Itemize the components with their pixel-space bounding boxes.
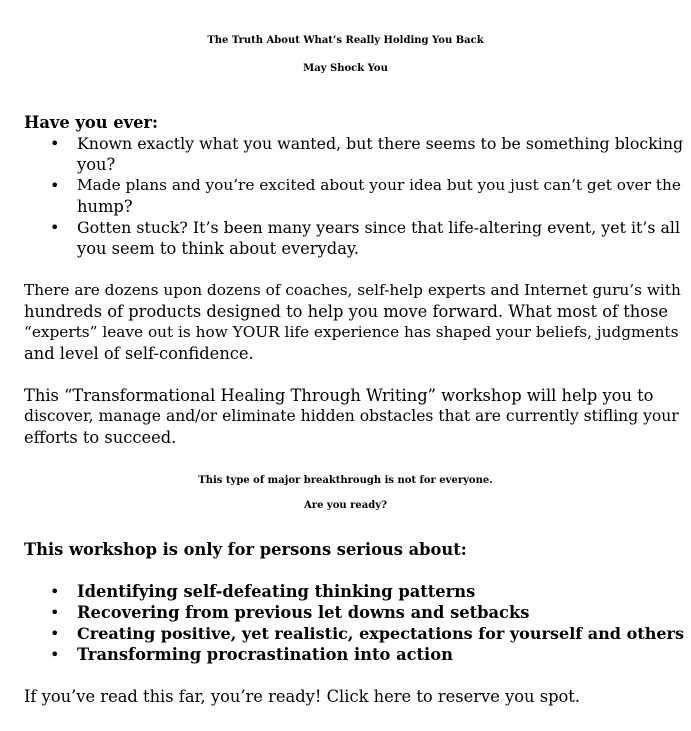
document-title-line2: May Shock You xyxy=(303,63,388,74)
para1-line3: “experts” leave out is how YOUR life experience has shaped your beliefs, judgments xyxy=(24,323,679,341)
bullet-icon: • xyxy=(50,603,60,622)
intro-bullet-2-line2: hump? xyxy=(77,197,133,216)
bullet-icon: • xyxy=(50,176,60,195)
para2-line3: efforts to succeed. xyxy=(24,428,177,447)
workshop-bullet-4: Transforming procrastination into action xyxy=(77,645,453,664)
workshop-bullet-3: Creating positive, yet realistic, expectations for yourself and others xyxy=(77,624,685,643)
para2-line2: discover, manage and/or eliminate hidden obstacles that are currently stifling your xyxy=(24,407,679,425)
intro-bullet-1-line1: Known exactly what you wanted, but there seems to be something blocking xyxy=(77,134,684,153)
bullet-icon: • xyxy=(50,582,60,601)
have-you-ever-heading: Have you ever: xyxy=(24,113,159,132)
workshop-bullet-1: Identifying self-defeating thinking patterns xyxy=(77,582,476,601)
bullet-icon: • xyxy=(50,218,60,237)
workshop-bullet-2: Recovering from previous let downs and setbacks xyxy=(77,603,530,622)
closing-call-to-action[interactable]: If you’ve read this far, you’re ready! Click here to reserve you spot. xyxy=(24,687,581,706)
bullet-icon: • xyxy=(50,645,60,664)
para2-line1: This “Transformational Healing Through Writing” workshop will help you to xyxy=(24,386,654,405)
para1-line4: and level of self-confidence. xyxy=(24,344,254,363)
bullet-icon: • xyxy=(50,134,60,153)
intro-bullet-2-line1: Made plans and you’re excited about your idea but you just can’t get over the xyxy=(77,176,681,194)
intro-bullet-1-line2: you? xyxy=(77,155,116,174)
breakthrough-heading-line2: Are you ready? xyxy=(304,500,387,511)
intro-bullet-3-line1: Gotten stuck? It’s been many years since that life-altering event, yet it’s all xyxy=(77,218,681,237)
para1-line2: hundreds of products designed to help you move forward. What most of those xyxy=(24,302,669,321)
bullet-icon: • xyxy=(50,624,60,643)
document-title-line1: The Truth About What’s Really Holding You Back xyxy=(207,35,484,46)
intro-bullet-3-line2: you seem to think about everyday. xyxy=(77,239,360,258)
para1-line1: There are dozens upon dozens of coaches, self-help experts and Internet guru’s with xyxy=(24,281,681,299)
breakthrough-heading-line1: This type of major breakthrough is not for everyone. xyxy=(198,475,493,486)
workshop-heading: This workshop is only for persons serious about: xyxy=(24,540,467,559)
